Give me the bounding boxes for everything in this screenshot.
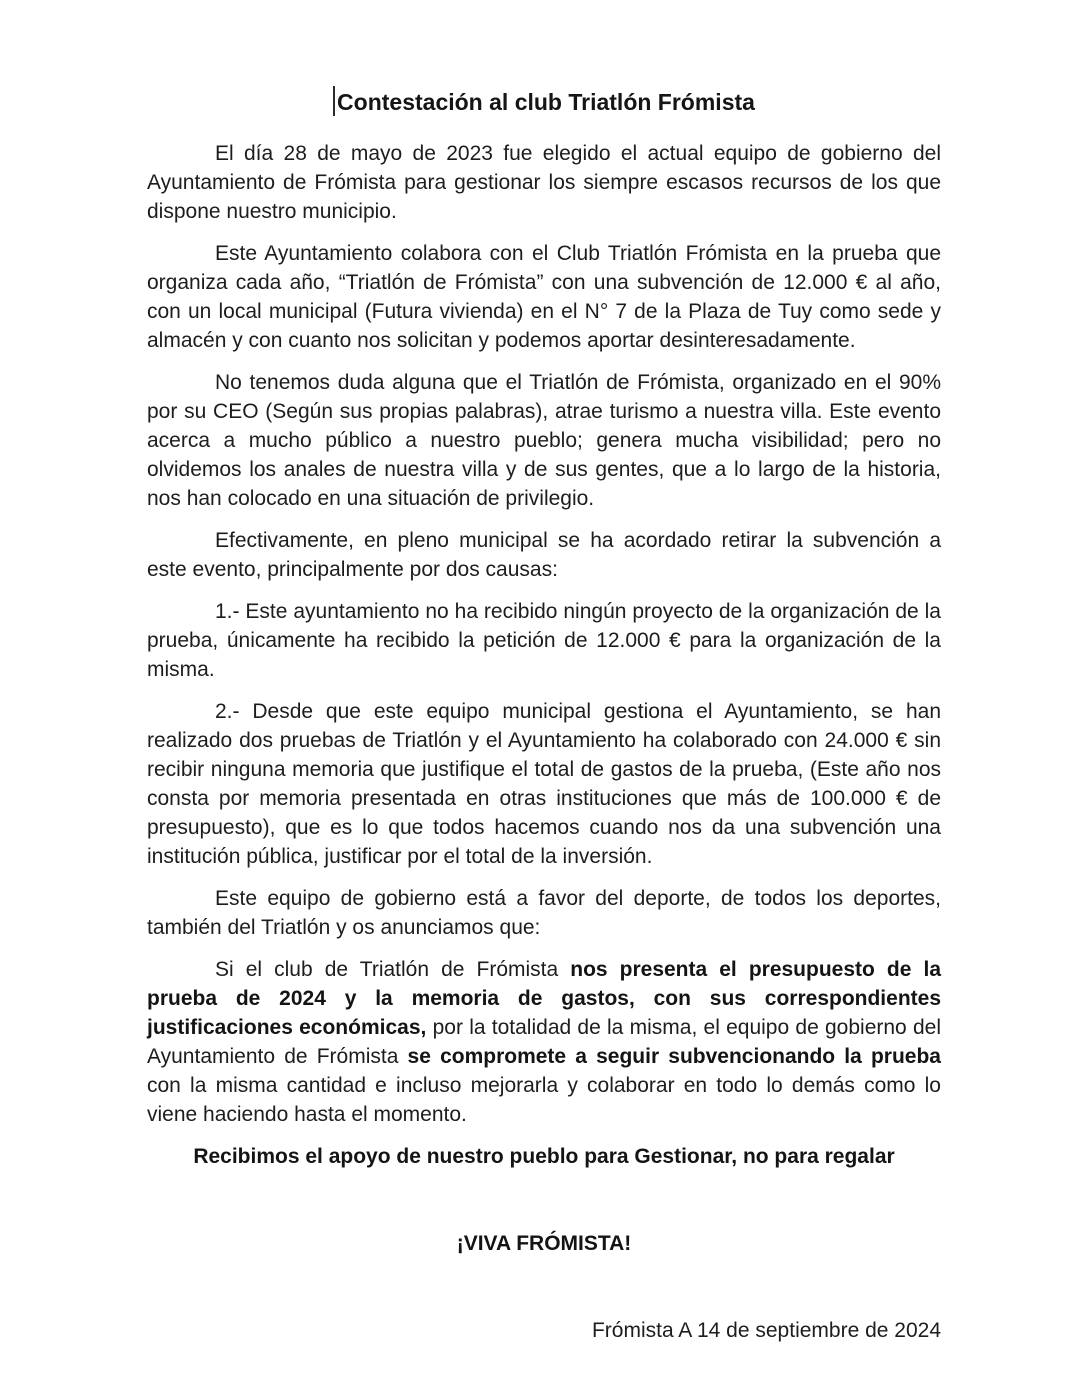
bold-text: ¡VIVA FRÓMISTA! xyxy=(456,1232,632,1255)
body-text: Efectivamente, en pleno municipal se ha acordado retirar la subvención a este evento, principalmente por dos causas: xyxy=(147,529,941,581)
paragraph-tourism xyxy=(147,368,941,513)
document-body xyxy=(147,139,941,1345)
bold-text: Recibimos el apoyo de nuestro pueblo para Gestionar, no para regalar xyxy=(193,1145,895,1168)
closing-statement xyxy=(147,1142,941,1171)
body-text: No tenemos duda alguna que el Triatlón de Frómista, organizado en el 90% por su CEO (Según sus propias palabras), atrae turismo a nuestra villa. Este evento acerca a mucho público a nuestro pueblo; genera mucha visibilidad; pero no olvidemos los anales de nuestra villa y de sus gentes, que a lo largo de la historia, nos han colocado en una situación de privilegio. xyxy=(147,371,941,510)
body-text: Si el club de Triatlón de Frómista xyxy=(215,958,571,981)
paragraph-commitment xyxy=(147,955,941,1129)
body-text: con la misma cantidad e incluso mejorarla y colaborar en todo lo demás como lo viene haciendo hasta el momento. xyxy=(147,1074,941,1126)
bold-text: se compromete a seguir subvencionando la prueba xyxy=(407,1045,941,1068)
body-text: 2.- Desde que este equipo municipal gestiona el Ayuntamiento, se han realizado dos pruebas de Triatlón y el Ayuntamiento ha colaborado con 24.000 € sin recibir ninguna memoria que justifique el total de gastos de la prueba, (Este año nos consta por memoria presentada en otras instituciones que más de 100.000 € de presupuesto), que es lo que todos hacemos cuando nos da una subvención una institución pública, justificar por el total de la inversión. xyxy=(147,700,941,868)
paragraph-decision xyxy=(147,526,941,584)
body-text: Frómista A 14 de septiembre de 2024 xyxy=(591,1319,941,1342)
document-title xyxy=(147,86,941,117)
paragraph-intro xyxy=(147,139,941,226)
body-text: 1.- Este ayuntamiento no ha recibido ningún proyecto de la organización de la prueba, únicamente ha recibido la petición de 12.000 € para la organización de la misma. xyxy=(147,600,941,681)
paragraph-support xyxy=(147,884,941,942)
paragraph-reason-2 xyxy=(147,697,941,871)
body-text: Este equipo de gobierno está a favor del deporte, de todos los deportes, también del Triatlón y os anunciamos que: xyxy=(147,887,941,939)
bold-text: nos presenta el presupuesto de la prueba de 2024 y la memoria de gastos, con sus correspondientes justificaciones económicas, xyxy=(147,958,941,1039)
paragraph-reason-1 xyxy=(147,597,941,684)
dateline xyxy=(147,1316,941,1345)
text-cursor-icon xyxy=(333,86,335,116)
body-text: Este Ayuntamiento colabora con el Club Triatlón Frómista en la prueba que organiza cada año, “Triatlón de Frómista” con una subvención de 12.000 € al año, con un local municipal (Futura vivienda) en el N° 7 de la Plaza de Tuy como sede y almacén y con cuanto nos solicitan y podemos aportar desinteresadamente. xyxy=(147,242,941,352)
slogan xyxy=(147,1229,941,1258)
body-text: El día 28 de mayo de 2023 fue elegido el actual equipo de gobierno del Ayuntamiento de Frómista para gestionar los siempre escasos recursos de los que dispone nuestro municipio. xyxy=(147,142,941,223)
document-title-text: Contestación al club Triatlón Frómista xyxy=(337,89,755,115)
paragraph-collaboration xyxy=(147,239,941,355)
body-text: por la totalidad de la misma, el equipo de gobierno del Ayuntamiento de Frómista xyxy=(147,1016,942,1068)
